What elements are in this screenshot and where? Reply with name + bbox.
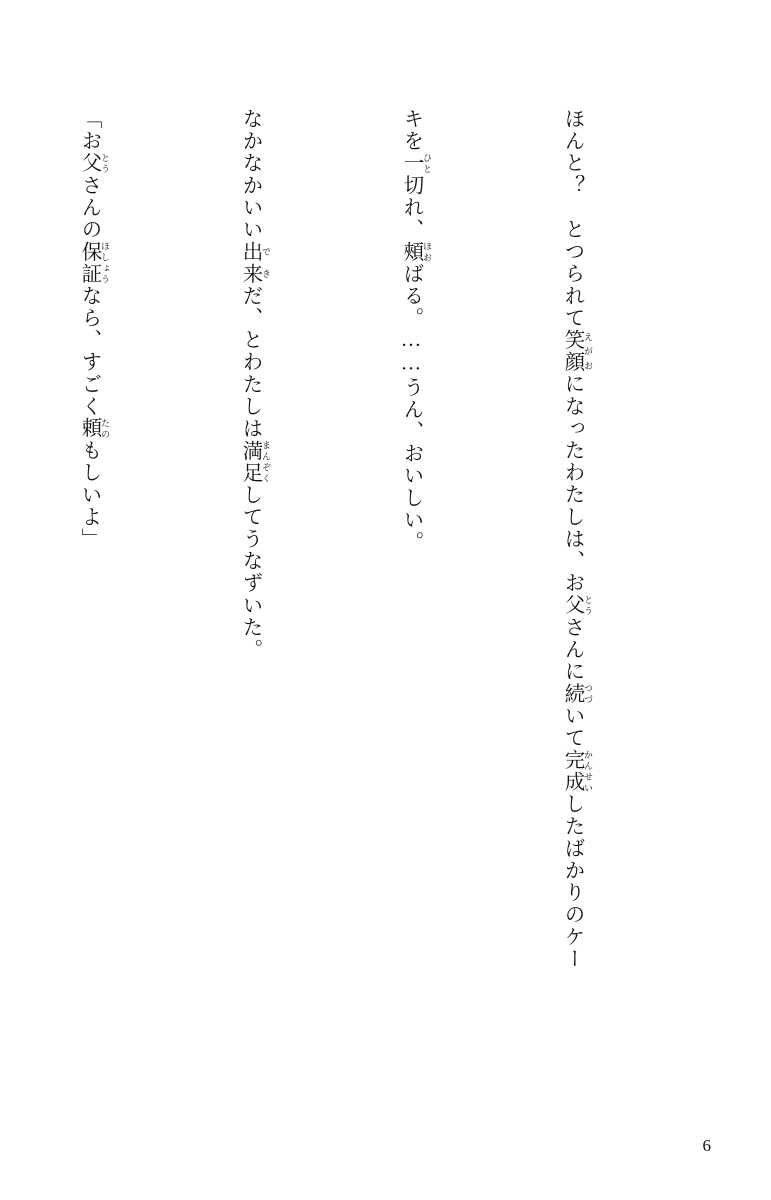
text-line: キを一 ひと切れ、頰 ほおばる。……うん、おいしい。 <box>400 108 432 554</box>
page-number: 6 <box>702 1136 711 1155</box>
body-text <box>0 108 713 1108</box>
ruby-tsuzu: 続 つづ <box>561 682 593 705</box>
text-line: なかなかいい出来 できだ、とわたしは満足 まんぞくしてうなずいた。 <box>239 108 271 661</box>
ruby-deki: 出来 でき <box>239 240 271 285</box>
ruby-hoo: 頰 ほお <box>400 240 432 263</box>
ruby-tou: 父 とう <box>78 152 110 175</box>
ruby-tou: 父 とう <box>561 594 593 617</box>
ruby-kansei: 完成 かんせい <box>561 748 593 794</box>
ruby-hoshou: 保証 ほしょう <box>78 240 110 285</box>
ruby-manzoku: 満足 まんぞく <box>239 439 271 484</box>
text-line: 「お父 とうさんの保証 ほしょうなら、すごく頼 たのもしいよ」 <box>78 108 110 551</box>
ruby-hito: 一 ひと <box>400 152 432 175</box>
ruby-egao: 笑顔 えがお <box>561 329 593 374</box>
text-line: ほんと？ とつられて笑顔 えがおになったわたしは、お父 とうさんに続 つづいて完成 かんせいしたばかりのケー <box>561 108 593 970</box>
ruby-tano: 頼 たの <box>78 417 110 440</box>
